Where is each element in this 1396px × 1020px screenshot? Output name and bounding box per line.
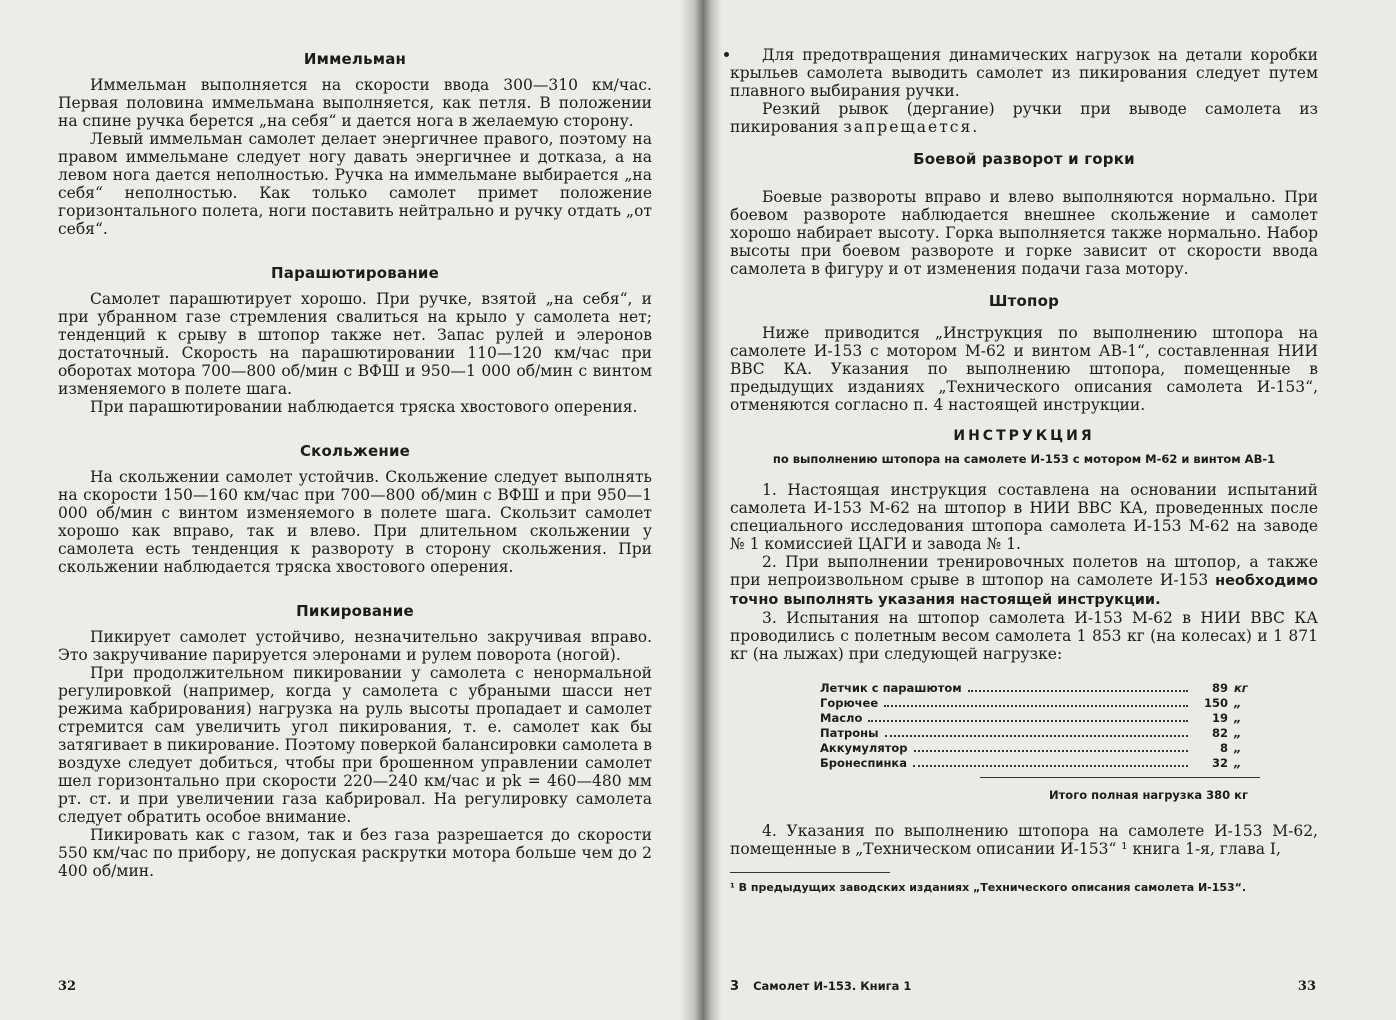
- load-value: 82: [1211, 726, 1228, 740]
- instruction-subtitle: по выполнению штопора на самолете И-153 с мотором М-62 и винтом АВ-1: [772, 452, 1276, 466]
- load-unit: кг: [1234, 681, 1248, 695]
- emphasis-text: запрещается.: [843, 118, 980, 136]
- paragraph: 4. Указания по выполнению штопора на самолете И-153 М-62, помещенные в „Техническом описании И-153“ ¹ книга 1-я, глава I,: [730, 822, 1318, 858]
- paragraph: Пикировать как с газом, так и без газа разрешается до скорости 550 км/час по прибору, не допуская раскрутки мотора больше чем до 2 400 об/мин.: [58, 826, 652, 880]
- paragraph: Ниже приводится „Инструкция по выполнению штопора на самолете И-153 с мотором М-62 и винтом АВ-1“, составленная НИИ ВВС КА. Указания по выполнению штопора, помещенные в предыдущих изданиях „Технического описания самолета И-153“, отменяются согласно п. 4 настоящей инструкции.: [730, 324, 1318, 414]
- load-total: Итого полная нагрузка 380 кг: [1049, 788, 1248, 802]
- paragraph: [730, 100, 1318, 136]
- total-rule: [980, 777, 1260, 778]
- load-row: [820, 756, 1260, 771]
- load-unit: „: [1234, 711, 1242, 725]
- instruction-title: ИНСТРУКЦИЯ: [953, 428, 1095, 444]
- load-row: [820, 741, 1260, 756]
- load-table: [820, 681, 1260, 802]
- footnote: ¹ В предыдущих заводских изданиях „Технического описания самолета И-153“.: [730, 881, 1247, 894]
- load-name: Патроны: [820, 726, 879, 740]
- paragraph-text: 2. При выполнении тренировочных полетов на штопор, а также при непроизвольном срыве в штопор на самолете И-153: [730, 553, 1318, 589]
- section-title-immelman: Иммельман: [303, 50, 407, 68]
- load-name: Бронеспинка: [820, 756, 907, 770]
- signature-number: 3: [730, 979, 740, 994]
- paragraph-text: Резкий рывок (дергание) ручки при выводе самолета из пикирования: [730, 100, 1318, 136]
- paragraph: Иммельман выполняется на скорости ввода 300—310 км/час. Первая половина иммельмана выполняется, как петля. В положении на спине ручка берется „на себя“ и дается нога в желаемую сторону.: [58, 76, 652, 130]
- load-row: [820, 681, 1260, 696]
- paragraph: Боевые развороты вправо и влево выполняются нормально. При боевом развороте наблюдается внешнее скольжение и самолет хорошо набирает высоту. Горка выполняется также нормально. Набор высоты при боевом развороте и горке зависит от скорости ввода самолета в фигуру и от изменения подачи газа мотору.: [730, 188, 1318, 278]
- running-footer: [730, 979, 911, 994]
- load-unit: „: [1234, 696, 1242, 710]
- load-row: [820, 711, 1260, 726]
- load-name: Аккумулятор: [820, 741, 908, 755]
- load-value: 32: [1211, 756, 1228, 770]
- footnote-rule: [730, 872, 890, 873]
- right-page: [698, 0, 1396, 1020]
- section-title-sliding: Скольжение: [299, 442, 411, 460]
- load-value: 19: [1211, 711, 1228, 725]
- page-number-right: 33: [1297, 979, 1316, 994]
- load-name: Горючее: [820, 696, 879, 710]
- load-unit: „: [1234, 756, 1242, 770]
- bullet-mark: [724, 52, 729, 57]
- paragraph: Самолет парашютирует хорошо. При ручке, взятой „на себя“, и при убранном газе стремления свалиться на крыло у самолета нет; тенденций к срыву в штопор также нет. Запас рулей и элеронов достаточный. Скорость на парашютировании 110—120 км/час при оборотах мотора 700—800 об/мин с ВФШ и 950—1 000 об/мин с винтом изменяемого в полете шага.: [58, 290, 652, 398]
- section-title-spin: Штопор: [988, 292, 1060, 310]
- load-unit: „: [1234, 726, 1242, 740]
- load-name: Масло: [820, 711, 863, 725]
- page-number-left: 32: [58, 979, 77, 994]
- load-value: 89: [1211, 681, 1228, 695]
- load-name: Летчик с парашютом: [820, 681, 962, 695]
- paragraph: 1. Настоящая инструкция составлена на основании испытаний самолета И-153 М-62 на штопор в НИИ ВВС КА, проведенных после специального исследования штопора самолета И-153 М-62 на заводе № 1 комиссией ЦАГИ и завода № 1.: [730, 481, 1318, 553]
- load-row: [820, 696, 1260, 711]
- paragraph: [730, 553, 1318, 609]
- running-footer-text: Самолет И-153. Книга 1: [753, 979, 912, 993]
- paragraph: Левый иммельман самолет делает энергичнее правого, поэтому на правом иммельмане следует ногу давать энергичнее и дотказа, а на левом нога дается неполностью. Ручка на иммельмане выбирается „на себя“ неполностью. Как только самолет примет положение горизонтального полета, ноги поставить нейтрально и ручку отдать „от себя“.: [58, 130, 652, 238]
- section-title-combat-turn: Боевой разворот и горки: [913, 150, 1135, 168]
- emphasis-text: необходимо точно выполнять указания настоящей инструкции.: [730, 573, 1318, 608]
- section-title-parachuting: Парашютирование: [271, 264, 439, 282]
- paragraph: При парашютировании наблюдается тряска хвостового оперения.: [90, 398, 638, 416]
- load-unit: „: [1234, 741, 1242, 755]
- paragraph: 3. Испытания на штопор самолета И-153 М-62 в НИИ ВВС КА проводились с полетным весом самолета 1 853 кг (на колесах) и 1 871 кг (на лыжах) при следующей нагрузке:: [730, 609, 1318, 663]
- load-row: [820, 726, 1260, 741]
- load-value: 150: [1203, 696, 1228, 710]
- section-title-diving: Пикирование: [296, 602, 414, 620]
- paragraph: На скольжении самолет устойчив. Скольжение следует выполнять на скорости 150—160 км/час при 700—800 об/мин с ВФШ и при 950—1 000 об/мин с винтом изменяемого в полете шага. Скользит самолет хорошо как вправо, так и влево. При длительном скольжении у самолета есть тенденция к развороту в сторону скольжения. При скольжении наблюдается тряска хвостового оперения.: [58, 468, 652, 576]
- paragraph: При продолжительном пикировании у самолета с ненормальной регулировкой (например, когда у самолета с убраными шасси нет режима кабрирования) нагрузка на руль высоты пропадает и самолет стремится сам увеличить угол пикирования, т. е. самолет как бы затягивает в пикирование. Поэтому поверкой балансировки самолета в воздухе следует добиться, чтобы при брошенном управлении самолет шел горизонтально при скорости 220—240 км/час и pk = 460—480 мм рт. ст. и при увеличении газа кабрировал. На регулировку самолета следует обратить особое внимание.: [58, 664, 652, 826]
- load-value: 8: [1219, 741, 1228, 755]
- paragraph: Для предотвращения динамических нагрузок на детали коробки крыльев самолета выводить самолет из пикирования следует путем плавного выбирания ручки.: [730, 46, 1318, 100]
- paragraph: Пикирует самолет устойчиво, незначительно закручивая вправо. Это закручивание парируется элеронами и рулем поворота (ногой).: [58, 628, 652, 664]
